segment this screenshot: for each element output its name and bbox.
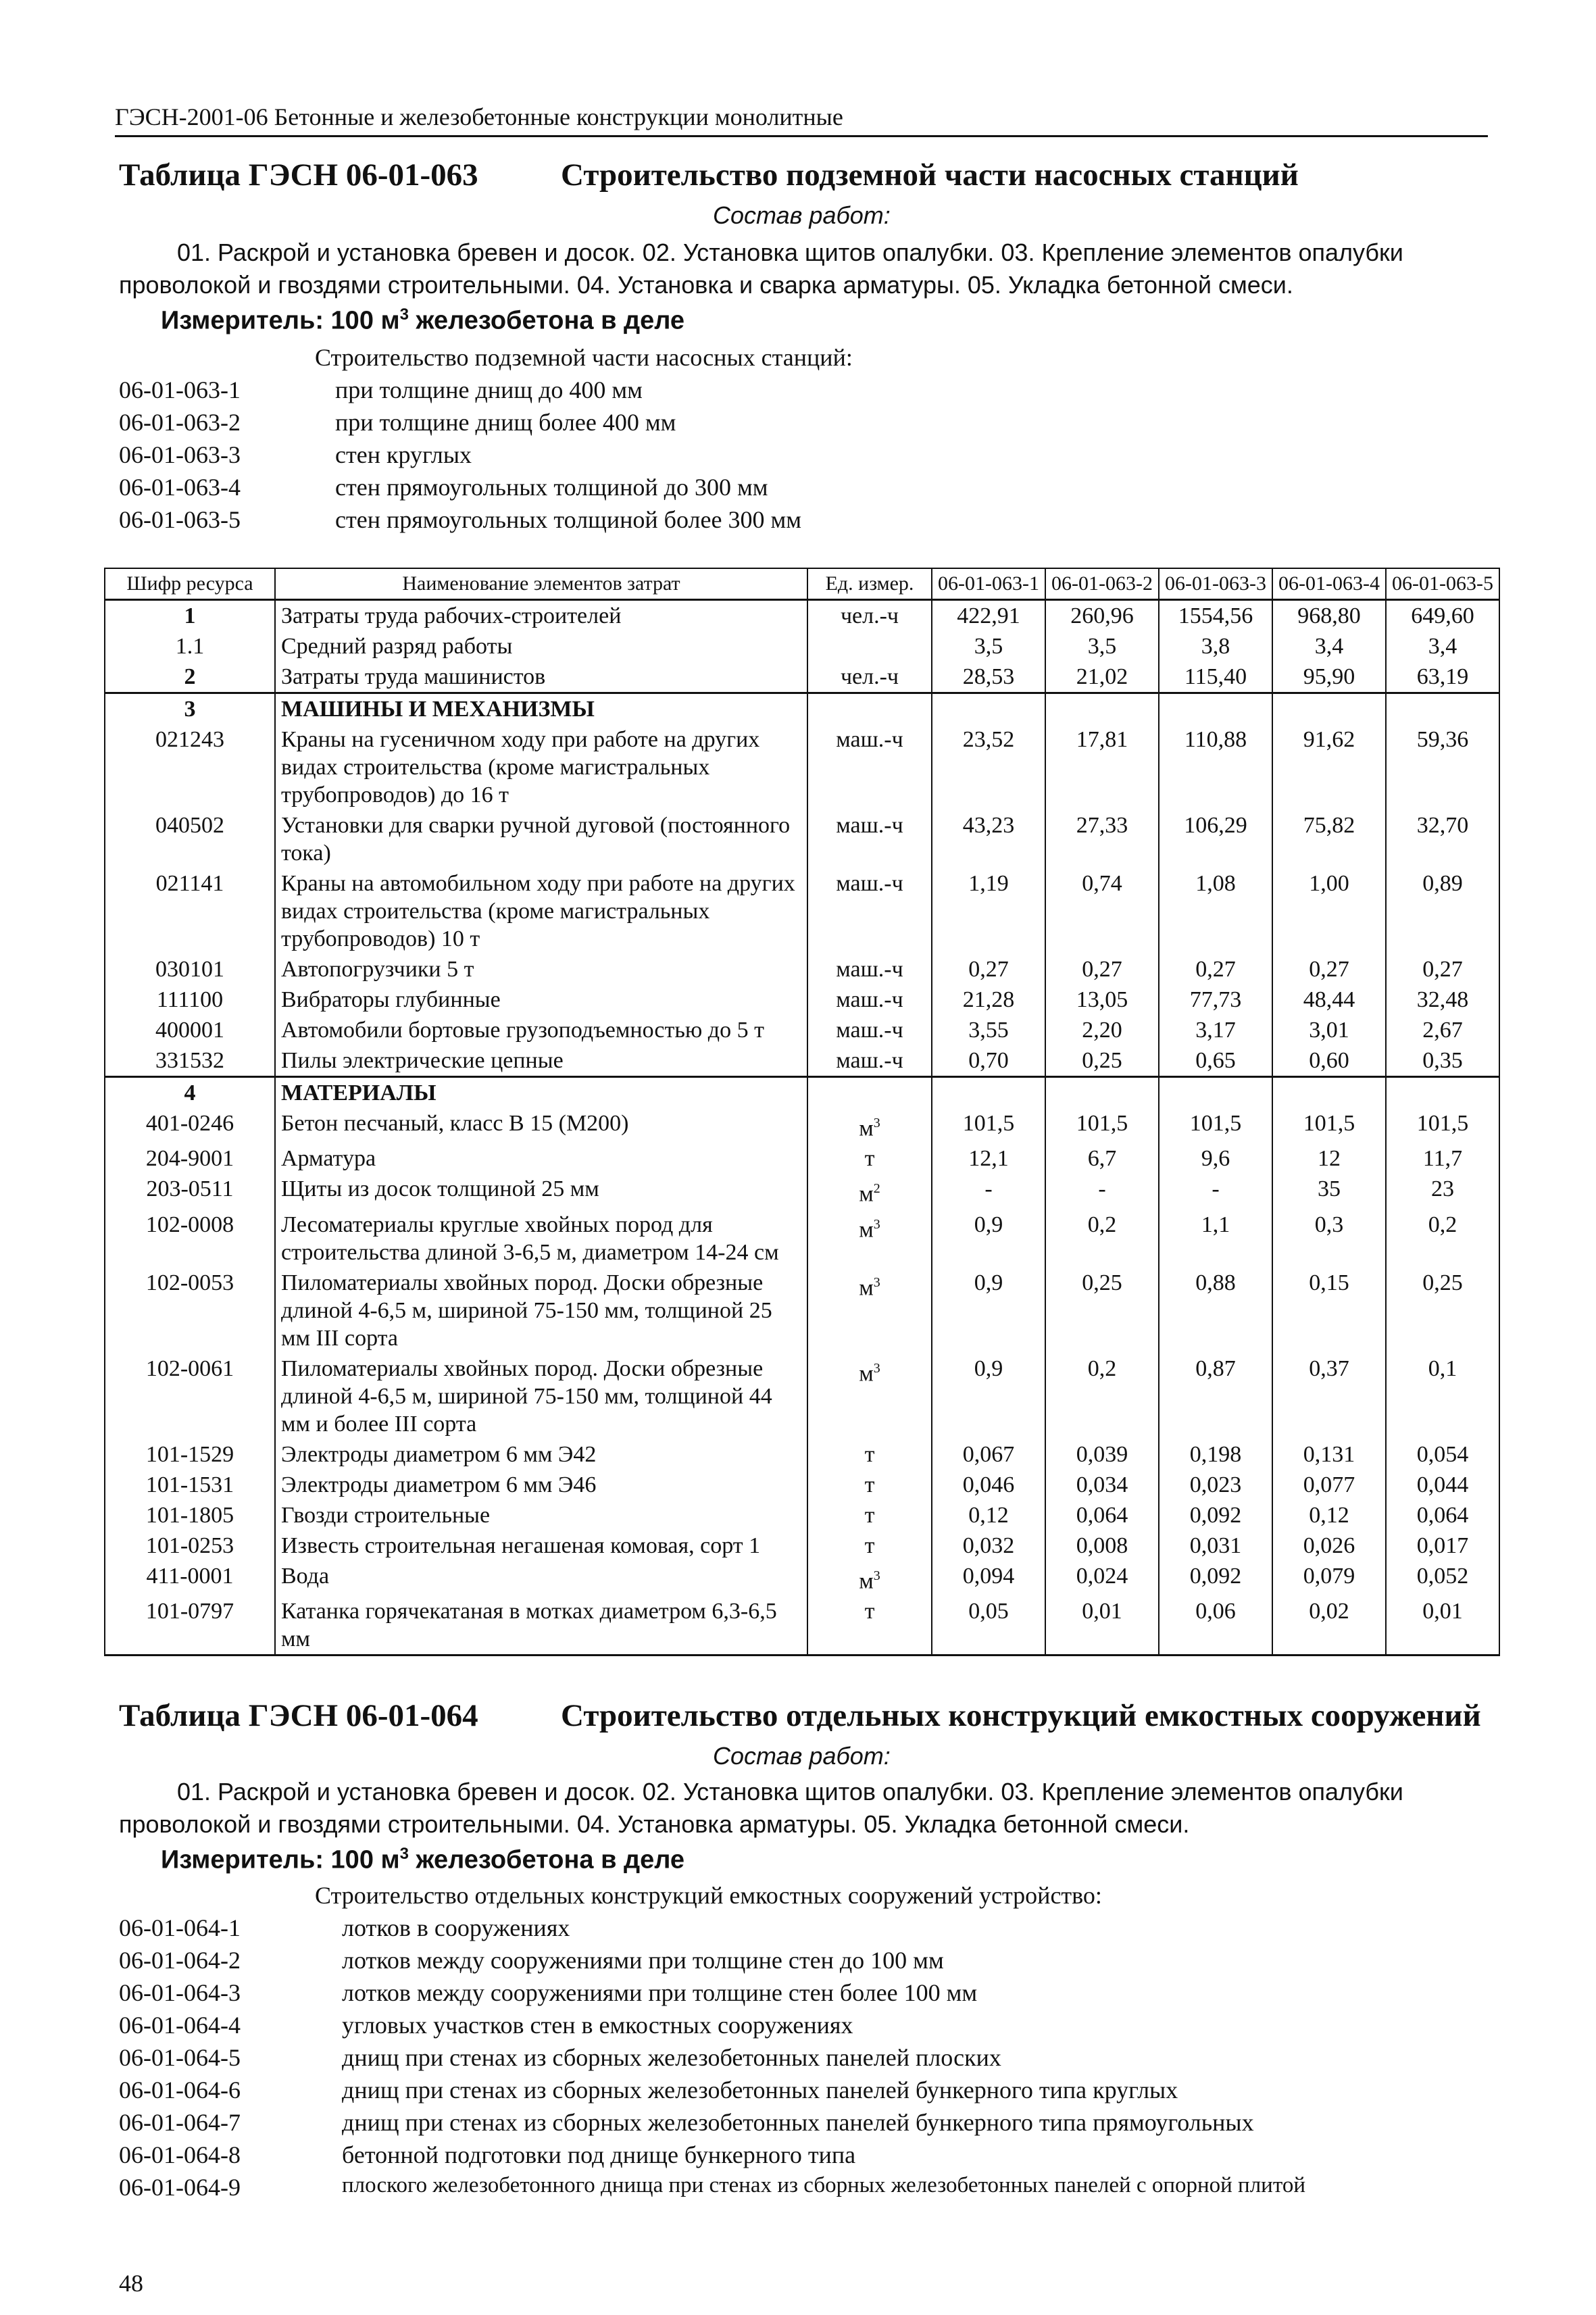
- cell-unit: [807, 1210, 932, 1268]
- cell-value: 101,5: [1045, 1108, 1159, 1143]
- norm-desc: стен прямоугольных толщиной до 300 мм: [335, 474, 768, 501]
- cell-unit: т: [807, 1500, 932, 1530]
- cell-value: 1,00: [1272, 868, 1386, 954]
- norm-desc: лотков между сооружениями при толщине стен до 100 мм: [342, 1947, 944, 1974]
- norm-desc: днищ при стенах из сборных железобетонных панелей плоских: [342, 2044, 1001, 2071]
- cell-value: 3,17: [1159, 1015, 1272, 1045]
- table-row: [105, 1530, 1499, 1561]
- cell-code: 102-0008: [105, 1210, 275, 1268]
- cell-value: 35: [1272, 1174, 1386, 1209]
- cell-value: 0,092: [1159, 1500, 1272, 1530]
- norm-desc: при толщине днищ более 400 мм: [335, 409, 676, 436]
- cell-value: 0,01: [1386, 1596, 1499, 1656]
- cell-value: 0,60: [1272, 1045, 1386, 1077]
- cell-value: 0,064: [1045, 1500, 1159, 1530]
- cell-value: 0,039: [1045, 1439, 1159, 1470]
- cell-value: 28,53: [932, 662, 1045, 693]
- table-row: [105, 1143, 1499, 1174]
- norm-desc: плоского железобетонного днища при стенах из сборных железобетонных панелей с опорной плитой: [342, 2173, 1305, 2197]
- cell-code: 331532: [105, 1045, 275, 1077]
- cell-value: -: [1045, 1174, 1159, 1209]
- cell-unit: [807, 1268, 932, 1353]
- cell-value: 0,026: [1272, 1530, 1386, 1561]
- table-row: [105, 985, 1499, 1015]
- cell-value: 17,81: [1045, 724, 1159, 810]
- table-row: [105, 1174, 1499, 1209]
- cell-value: 12: [1272, 1143, 1386, 1174]
- cell-unit: маш.-ч: [807, 954, 932, 985]
- norm-desc: днищ при стенах из сборных железобетонных панелей бункерного типа прямоугольных: [342, 2109, 1254, 2136]
- unit-power: 3: [873, 1274, 880, 1290]
- cell-value: 0,052: [1386, 1561, 1499, 1596]
- running-header: ГЭСН-2001-06 Бетонные и железобетонные конструкции монолитные: [115, 103, 843, 130]
- table1-name: Строительство подземной части насосных станций: [561, 157, 1299, 193]
- cell-unit: чел.-ч: [807, 600, 932, 632]
- cell-value: 0,1: [1386, 1353, 1499, 1439]
- cell-value: 11,7: [1386, 1143, 1499, 1174]
- cell-name: Затраты труда рабочих-строителей: [275, 600, 807, 632]
- measure-value: 100 м: [330, 306, 400, 335]
- cell-name: Бетон песчаный, класс В 15 (М200): [275, 1108, 807, 1143]
- table2-work-line1: 01. Раскрой и установка бревен и досок. 02. Установка щитов опалубки. 03. Крепление элементов опалубки: [177, 1778, 1403, 1806]
- cell-unit: т: [807, 1470, 932, 1500]
- norm-code: 06-01-064-7: [119, 2109, 241, 2136]
- cell-code: 203-0511: [105, 1174, 275, 1209]
- cell-value: 106,29: [1159, 810, 1272, 868]
- norm-desc: бетонной подготовки под днище бункерного типа: [342, 2141, 856, 2168]
- cell-value: 422,91: [932, 600, 1045, 632]
- cell-value: 21,28: [932, 985, 1045, 1015]
- cell-code: 2: [105, 662, 275, 693]
- cell-value: 91,62: [1272, 724, 1386, 810]
- cell-value: 0,87: [1159, 1353, 1272, 1439]
- cell-value: 649,60: [1386, 600, 1499, 632]
- norm-desc: днищ при стенах из сборных железобетонных панелей бункерного типа круглых: [342, 2076, 1178, 2104]
- table-row: [105, 868, 1499, 954]
- cell-value: 32,48: [1386, 985, 1499, 1015]
- section-title: МАШИНЫ И МЕХАНИЗМЫ: [275, 693, 807, 725]
- table-row: [105, 724, 1499, 810]
- cell-value: 0,25: [1045, 1045, 1159, 1077]
- cell-name: Лесоматериалы круглые хвойных пород для строительства длиной 3-6,5 м, диаметром 14-24 см: [275, 1210, 807, 1268]
- norm-desc: лотков между сооружениями при толщине стен более 100 мм: [342, 1979, 978, 2006]
- cell-value: 101,5: [1272, 1108, 1386, 1143]
- table1-measure: [161, 305, 684, 336]
- norm-code: 06-01-064-2: [119, 1947, 241, 1974]
- cell-value: 0,25: [1386, 1268, 1499, 1353]
- cell-code: 401-0246: [105, 1108, 275, 1143]
- cell-value: 0,079: [1272, 1561, 1386, 1596]
- cell-value: 0,198: [1159, 1439, 1272, 1470]
- section-title: МАТЕРИАЛЫ: [275, 1077, 807, 1109]
- cell-value: 1,1: [1159, 1210, 1272, 1268]
- header-code: Шифр ресурса: [105, 568, 275, 600]
- cell-unit: маш.-ч: [807, 1045, 932, 1077]
- cell-unit: маш.-ч: [807, 868, 932, 954]
- cell-unit: [807, 1353, 932, 1439]
- cell-code: 102-0053: [105, 1268, 275, 1353]
- unit-text: м: [859, 1116, 874, 1141]
- cell-value: 0,37: [1272, 1353, 1386, 1439]
- cell-name: Затраты труда машинистов: [275, 662, 807, 693]
- measure-unit: железобетона в деле: [408, 306, 685, 335]
- table-row: [105, 1500, 1499, 1530]
- cell-value: 0,3: [1272, 1210, 1386, 1268]
- norm-desc: стен прямоугольных толщиной более 300 мм: [335, 506, 802, 533]
- norm-code: 06-01-063-5: [119, 506, 241, 533]
- cell-value: 0,017: [1386, 1530, 1499, 1561]
- page-number: 48: [119, 2270, 143, 2297]
- cell-value: 0,077: [1272, 1470, 1386, 1500]
- unit-power: 3: [873, 1116, 880, 1130]
- table-row: [105, 1210, 1499, 1268]
- table1-work-line2: проволокой и гвоздями строительными. 04. Установка и сварка арматуры. 05. Укладка бетонной смеси.: [119, 271, 1293, 299]
- cell-unit: маш.-ч: [807, 1015, 932, 1045]
- cell-value: 0,27: [1386, 954, 1499, 985]
- cell-value: 968,80: [1272, 600, 1386, 632]
- cell-value: 101,5: [1159, 1108, 1272, 1143]
- header-col: 06-01-063-3: [1159, 568, 1272, 600]
- cell-value: 3,4: [1386, 631, 1499, 662]
- table1-number: Таблица ГЭСН 06-01-063: [119, 157, 478, 193]
- table-row: [105, 1439, 1499, 1470]
- cell-name: Арматура: [275, 1143, 807, 1174]
- norm-desc: при толщине днищ до 400 мм: [335, 376, 643, 403]
- cell-value: 0,88: [1159, 1268, 1272, 1353]
- cell-value: 3,01: [1272, 1015, 1386, 1045]
- cell-unit: т: [807, 1439, 932, 1470]
- table-row: [105, 1015, 1499, 1045]
- table2-name: Строительство отдельных конструкций емкостных сооружений: [561, 1698, 1481, 1733]
- cell-value: 0,25: [1045, 1268, 1159, 1353]
- cell-value: 9,6: [1159, 1143, 1272, 1174]
- cell-value: 32,70: [1386, 810, 1499, 868]
- cell-value: 0,27: [1045, 954, 1159, 985]
- header-name: Наименование элементов затрат: [275, 568, 807, 600]
- cell-unit: [807, 1561, 932, 1596]
- cell-unit: [807, 631, 932, 662]
- table-row: [105, 810, 1499, 868]
- cell-name: Установки для сварки ручной дуговой (постоянного тока): [275, 810, 807, 868]
- cell-value: 3,4: [1272, 631, 1386, 662]
- cell-unit: чел.-ч: [807, 662, 932, 693]
- cell-value: 21,02: [1045, 662, 1159, 693]
- header-col: 06-01-063-4: [1272, 568, 1386, 600]
- norm-code: 06-01-064-5: [119, 2044, 241, 2071]
- cell-value: 27,33: [1045, 810, 1159, 868]
- table-row: [105, 1108, 1499, 1143]
- cell-value: 0,067: [932, 1439, 1045, 1470]
- unit-text: м: [859, 1274, 874, 1300]
- norm-code: 06-01-064-4: [119, 2012, 241, 2039]
- cell-code: 111100: [105, 985, 275, 1015]
- cell-value: 23,52: [932, 724, 1045, 810]
- cell-name: Краны на автомобильном ходу при работе на других видах строительства (кроме магистральных трубопроводов) 10 т: [275, 868, 807, 954]
- cell-value: 0,008: [1045, 1530, 1159, 1561]
- table2-norm-list: [119, 1914, 1491, 2218]
- header-rule: [115, 135, 1488, 137]
- cell-value: 77,73: [1159, 985, 1272, 1015]
- norm-code: 06-01-063-2: [119, 409, 241, 436]
- table-row: [105, 662, 1499, 693]
- cell-value: 59,36: [1386, 724, 1499, 810]
- cell-value: 0,044: [1386, 1470, 1499, 1500]
- cell-value: 101,5: [1386, 1108, 1499, 1143]
- cell-value: 0,9: [932, 1268, 1045, 1353]
- measure-label: Измеритель:: [161, 1845, 324, 1874]
- cell-name: Автопогрузчики 5 т: [275, 954, 807, 985]
- cell-value: 3,5: [932, 631, 1045, 662]
- section-row: [105, 693, 1499, 725]
- cell-code: 400001: [105, 1015, 275, 1045]
- cell-value: 0,031: [1159, 1530, 1272, 1561]
- table-row: [105, 1561, 1499, 1596]
- cell-value: 0,032: [932, 1530, 1045, 1561]
- cell-name: Катанка горячекатаная в мотках диаметром 6,3-6,5 мм: [275, 1596, 807, 1656]
- cell-value: 0,74: [1045, 868, 1159, 954]
- table1-norm-list: [119, 376, 1335, 545]
- cell-value: 0,27: [932, 954, 1045, 985]
- cell-value: 0,27: [1272, 954, 1386, 985]
- cell-value: 0,89: [1386, 868, 1499, 954]
- cell-value: 2,67: [1386, 1015, 1499, 1045]
- cell-value: 101,5: [932, 1108, 1045, 1143]
- cell-value: 0,2: [1386, 1210, 1499, 1268]
- cell-unit: маш.-ч: [807, 810, 932, 868]
- cell-name: Краны на гусеничном ходу при работе на других видах строительства (кроме магистральных трубопроводов) до 16 т: [275, 724, 807, 810]
- cell-name: Известь строительная негашеная комовая, сорт 1: [275, 1530, 807, 1561]
- header-col: 06-01-063-1: [932, 568, 1045, 600]
- cell-code: 021141: [105, 868, 275, 954]
- cell-value: 0,15: [1272, 1268, 1386, 1353]
- cell-value: 0,02: [1272, 1596, 1386, 1656]
- cube-superscript: 3: [399, 305, 409, 324]
- cell-value: 115,40: [1159, 662, 1272, 693]
- cell-value: 1,19: [932, 868, 1045, 954]
- resource-cost-table: [104, 568, 1500, 1656]
- cell-unit: [807, 1174, 932, 1209]
- cell-value: 0,094: [932, 1561, 1045, 1596]
- cell-value: 0,35: [1386, 1045, 1499, 1077]
- cell-value: 0,70: [932, 1045, 1045, 1077]
- cell-unit: т: [807, 1143, 932, 1174]
- norm-desc: угловых участков стен в емкостных сооружениях: [342, 2012, 853, 2039]
- cell-code: 101-1531: [105, 1470, 275, 1500]
- norm-code: 06-01-064-3: [119, 1979, 241, 2006]
- cell-code: 204-9001: [105, 1143, 275, 1174]
- cell-value: 13,05: [1045, 985, 1159, 1015]
- table-header-row: [105, 568, 1499, 600]
- cell-value: 0,27: [1159, 954, 1272, 985]
- norm-code: 06-01-063-4: [119, 474, 241, 501]
- norm-code: 06-01-064-6: [119, 2076, 241, 2104]
- table-row: [105, 631, 1499, 662]
- cell-name: Средний разряд работы: [275, 631, 807, 662]
- cell-code: 1.1: [105, 631, 275, 662]
- unit-power: 3: [873, 1360, 880, 1376]
- cell-code: 1: [105, 600, 275, 632]
- cell-value: 2,20: [1045, 1015, 1159, 1045]
- cell-value: 95,90: [1272, 662, 1386, 693]
- header-col: 06-01-063-2: [1045, 568, 1159, 600]
- cell-value: 0,131: [1272, 1439, 1386, 1470]
- cell-unit: т: [807, 1530, 932, 1561]
- cell-value: 48,44: [1272, 985, 1386, 1015]
- section-row: [105, 1077, 1499, 1109]
- cell-value: 1554,56: [1159, 600, 1272, 632]
- table-row: [105, 1268, 1499, 1353]
- table1-work-heading: Состав работ:: [713, 201, 891, 229]
- table2-work-heading: Состав работ:: [713, 1742, 891, 1770]
- table-row: [105, 1596, 1499, 1656]
- section-code: 4: [105, 1077, 275, 1109]
- cell-value: 12,1: [932, 1143, 1045, 1174]
- cell-name: Пилы электрические цепные: [275, 1045, 807, 1077]
- cell-value: 0,046: [932, 1470, 1045, 1500]
- table1-work-line1: 01. Раскрой и установка бревен и досок. 02. Установка щитов опалубки. 03. Крепление элементов опалубки: [177, 239, 1403, 266]
- cell-name: Автомобили бортовые грузоподъемностью до 5 т: [275, 1015, 807, 1045]
- cell-value: 0,9: [932, 1353, 1045, 1439]
- cell-value: 0,064: [1386, 1500, 1499, 1530]
- cell-code: 030101: [105, 954, 275, 985]
- cell-code: 101-1805: [105, 1500, 275, 1530]
- cell-value: 0,024: [1045, 1561, 1159, 1596]
- cell-name: Электроды диаметром 6 мм Э42: [275, 1439, 807, 1470]
- cell-value: 0,12: [1272, 1500, 1386, 1530]
- norm-code: 06-01-063-3: [119, 441, 241, 468]
- unit-power: 3: [873, 1216, 880, 1232]
- cell-value: 3,55: [932, 1015, 1045, 1045]
- measure-label: Измеритель:: [161, 306, 324, 335]
- unit-text: м: [859, 1181, 874, 1207]
- cell-value: 110,88: [1159, 724, 1272, 810]
- cell-code: 101-0797: [105, 1596, 275, 1656]
- cell-code: 102-0061: [105, 1353, 275, 1439]
- cell-value: 75,82: [1272, 810, 1386, 868]
- cell-name: Щиты из досок толщиной 25 мм: [275, 1174, 807, 1209]
- unit-text: м: [859, 1360, 874, 1386]
- cell-name: Вибраторы глубинные: [275, 985, 807, 1015]
- cell-value: 63,19: [1386, 662, 1499, 693]
- table1-group-title: Строительство подземной части насосных станций:: [315, 344, 853, 371]
- cell-value: 0,9: [932, 1210, 1045, 1268]
- cell-code: 101-1529: [105, 1439, 275, 1470]
- cell-value: 0,65: [1159, 1045, 1272, 1077]
- cell-unit: маш.-ч: [807, 724, 932, 810]
- cell-value: 0,034: [1045, 1470, 1159, 1500]
- section-code: 3: [105, 693, 275, 725]
- cell-value: 1,08: [1159, 868, 1272, 954]
- cell-unit: [807, 1108, 932, 1143]
- cell-value: 3,5: [1045, 631, 1159, 662]
- unit-power: 3: [873, 1568, 880, 1583]
- table-row: [105, 1045, 1499, 1077]
- cube-superscript: 3: [399, 1845, 409, 1863]
- cell-value: 0,023: [1159, 1470, 1272, 1500]
- cell-value: -: [932, 1174, 1045, 1209]
- cell-unit: т: [807, 1596, 932, 1656]
- cell-value: 43,23: [932, 810, 1045, 868]
- cell-value: 6,7: [1045, 1143, 1159, 1174]
- table2-measure: [161, 1845, 684, 1875]
- header-col: 06-01-063-5: [1386, 568, 1499, 600]
- cell-code: 021243: [105, 724, 275, 810]
- table-row: [105, 1353, 1499, 1439]
- norm-code: 06-01-064-1: [119, 1914, 241, 1941]
- cell-name: Вода: [275, 1561, 807, 1596]
- norm-code: 06-01-063-1: [119, 376, 241, 403]
- cell-value: 0,01: [1045, 1596, 1159, 1656]
- cell-value: 0,06: [1159, 1596, 1272, 1656]
- cell-value: 0,092: [1159, 1561, 1272, 1596]
- table2-number: Таблица ГЭСН 06-01-064: [119, 1698, 478, 1733]
- cell-value: 0,054: [1386, 1439, 1499, 1470]
- norm-desc: стен круглых: [335, 441, 472, 468]
- norm-code: 06-01-064-8: [119, 2141, 241, 2168]
- norm-code: 06-01-064-9: [119, 2174, 241, 2201]
- table2-work-line2: проволокой и гвоздями строительными. 04. Установка арматуры. 05. Укладка бетонной смеси.: [119, 1810, 1190, 1838]
- cell-name: Гвозди строительные: [275, 1500, 807, 1530]
- header-unit: Ед. измер.: [807, 568, 932, 600]
- cell-code: 040502: [105, 810, 275, 868]
- unit-power: 2: [873, 1181, 880, 1197]
- cell-name: Электроды диаметром 6 мм Э46: [275, 1470, 807, 1500]
- table-row: [105, 1470, 1499, 1500]
- table-row: [105, 954, 1499, 985]
- cell-value: -: [1159, 1174, 1272, 1209]
- measure-unit: железобетона в деле: [408, 1845, 685, 1874]
- norm-desc: лотков в сооружениях: [342, 1914, 570, 1941]
- table-row: [105, 600, 1499, 632]
- cell-value: 0,2: [1045, 1210, 1159, 1268]
- cell-value: 23: [1386, 1174, 1499, 1209]
- cell-value: 0,12: [932, 1500, 1045, 1530]
- unit-text: м: [859, 1216, 874, 1242]
- cell-code: 101-0253: [105, 1530, 275, 1561]
- unit-text: м: [859, 1568, 874, 1593]
- measure-value: 100 м: [330, 1845, 400, 1874]
- cell-value: 260,96: [1045, 600, 1159, 632]
- cell-value: 0,2: [1045, 1353, 1159, 1439]
- cell-value: 3,8: [1159, 631, 1272, 662]
- cell-name: Пиломатериалы хвойных пород. Доски обрезные длиной 4-6,5 м, шириной 75-150 мм, толщиной 25 мм III сорта: [275, 1268, 807, 1353]
- cell-name: Пиломатериалы хвойных пород. Доски обрезные длиной 4-6,5 м, шириной 75-150 мм, толщиной 44 мм и более III сорта: [275, 1353, 807, 1439]
- cell-code: 411-0001: [105, 1561, 275, 1596]
- cell-value: 0,05: [932, 1596, 1045, 1656]
- cell-unit: маш.-ч: [807, 985, 932, 1015]
- table2-group-title: Строительство отдельных конструкций емкостных сооружений устройство:: [315, 1882, 1102, 1909]
